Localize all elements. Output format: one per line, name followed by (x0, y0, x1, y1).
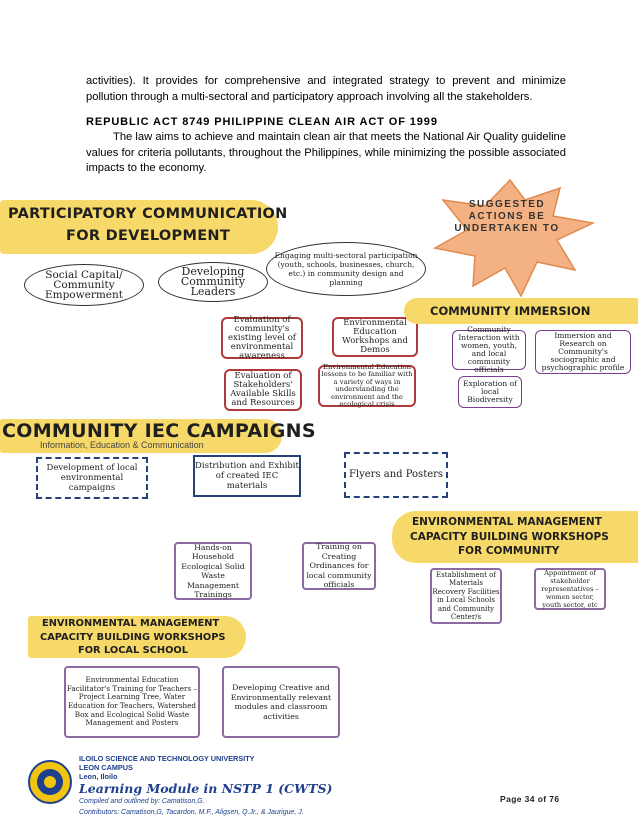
iec-title: COMMUNITY IEC CAMPAIGNS (2, 420, 316, 442)
mrf-box: Establishment of Materials Recovery Facilities in Local Schools and Community Center/s (430, 568, 502, 624)
school-workshops-title-line1: ENVIRONMENTAL MANAGEMENT (42, 618, 220, 629)
social-capital-oval: Social Capital/ Community Empowerment (24, 264, 144, 306)
exploration-box: Exploration of local Biodiversity (458, 376, 522, 408)
research-box: Immersion and Research on Community's sociographic and psychographic profile (535, 330, 631, 374)
intro-paragraph: activities). It provides for comprehensive and integrated strategy to prevent and minimize pollution through a multi-sectoral and participatory approach involving all the stakeholders. (86, 75, 566, 103)
star-shape (425, 178, 595, 298)
env-workshops-box: Environmental Education Workshops and Demos (332, 317, 418, 357)
participatory-title-line1: PARTICIPATORY COMMUNICATION (8, 206, 288, 222)
footer-contributors: Contributors: Camatison,G, Tacardon, M.F., Aligsen, Q.Jr., & Jaurigue, J. (79, 809, 304, 816)
community-workshops-title-line1: ENVIRONMENTAL MANAGEMENT (412, 516, 602, 528)
community-leaders-oval: Developing Community Leaders (158, 262, 268, 302)
appointment-box: Appointment of stakeholder representatives – women sector, youth sector, etc (534, 568, 606, 610)
law-paragraph: The law aims to achieve and maintain clean air that meets the National Air Quality guideline values for criteria pollutants, throughout the Philippines, while minimizing the possible associated impacts to the economy. (86, 131, 566, 174)
modules-box: Developing Creative and Environmentally relevant modules and classroom activities (222, 666, 340, 738)
immersion-title: COMMUNITY IMMERSION (430, 304, 591, 318)
local-campaigns-box: Development of local environmental campaigns (36, 457, 148, 499)
community-workshops-title-line2: CAPACITY BUILDING WORKSHOPS (410, 531, 609, 543)
footer-module-title: Learning Module in NSTP 1 (CWTS) (79, 781, 333, 796)
school-workshops-title-line2: CAPACITY BUILDING WORKSHOPS (40, 632, 226, 643)
law-title: REPUBLIC ACT 8749 PHILIPPINE CLEAN AIR ACT OF 1999 (86, 116, 438, 128)
footer-location: Leon, Iloilo (79, 772, 118, 781)
distribution-box: Distribution and Exhibit of created IEC materials (193, 455, 301, 497)
university-seal-icon (28, 760, 72, 804)
hands-on-box: Hands-on Household Ecological Solid Waste Management Trainings (174, 542, 252, 600)
iec-subtitle: Information, Education & Communication (40, 440, 204, 450)
footer-campus: LEON CAMPUS (79, 763, 133, 772)
community-workshops-title-line3: FOR COMMUNITY (458, 545, 560, 557)
ordinances-box: Training on Creating Ordinances for local community officials (302, 542, 376, 590)
participatory-title-line2: FOR DEVELOPMENT (66, 228, 231, 244)
engaging-participation-oval: Engaging multi-sectoral participation (youth, schools, businesses, church, etc.) in community design and planning (266, 242, 426, 296)
footer-compiled: Compiled and outlined by: Camatison,G. (79, 798, 205, 805)
footer-university: ILOILO SCIENCE AND TECHNOLOGY UNIVERSITY (79, 754, 255, 763)
star-text: SUGGESTED ACTIONS BE UNDERTAKEN TO (454, 199, 560, 234)
evaluation-community-box: Evaluation of community's existing level of environmental awareness (221, 317, 303, 359)
flyers-box: Flyers and Posters (344, 452, 448, 498)
teachers-training-box: Environmental Education Facilitator's Training for Teachers – Project Learning Tree, Water Education for Teachers, Watershed Box and Ecological Solid Waste Management and Posters (64, 666, 200, 738)
env-lessons-box: Environmental Education lessons to be familiar with a variety of ways in understanding the environment and the ecological crisis (318, 365, 416, 407)
page-number: Page 34 of 76 (500, 794, 560, 804)
evaluation-stakeholders-box: Evaluation of Stakeholders' Available Skills and Resources (224, 369, 302, 411)
interaction-box: Community Interaction with women, youth, and local community officials (452, 330, 526, 370)
school-workshops-title-line3: FOR LOCAL SCHOOL (78, 645, 188, 656)
